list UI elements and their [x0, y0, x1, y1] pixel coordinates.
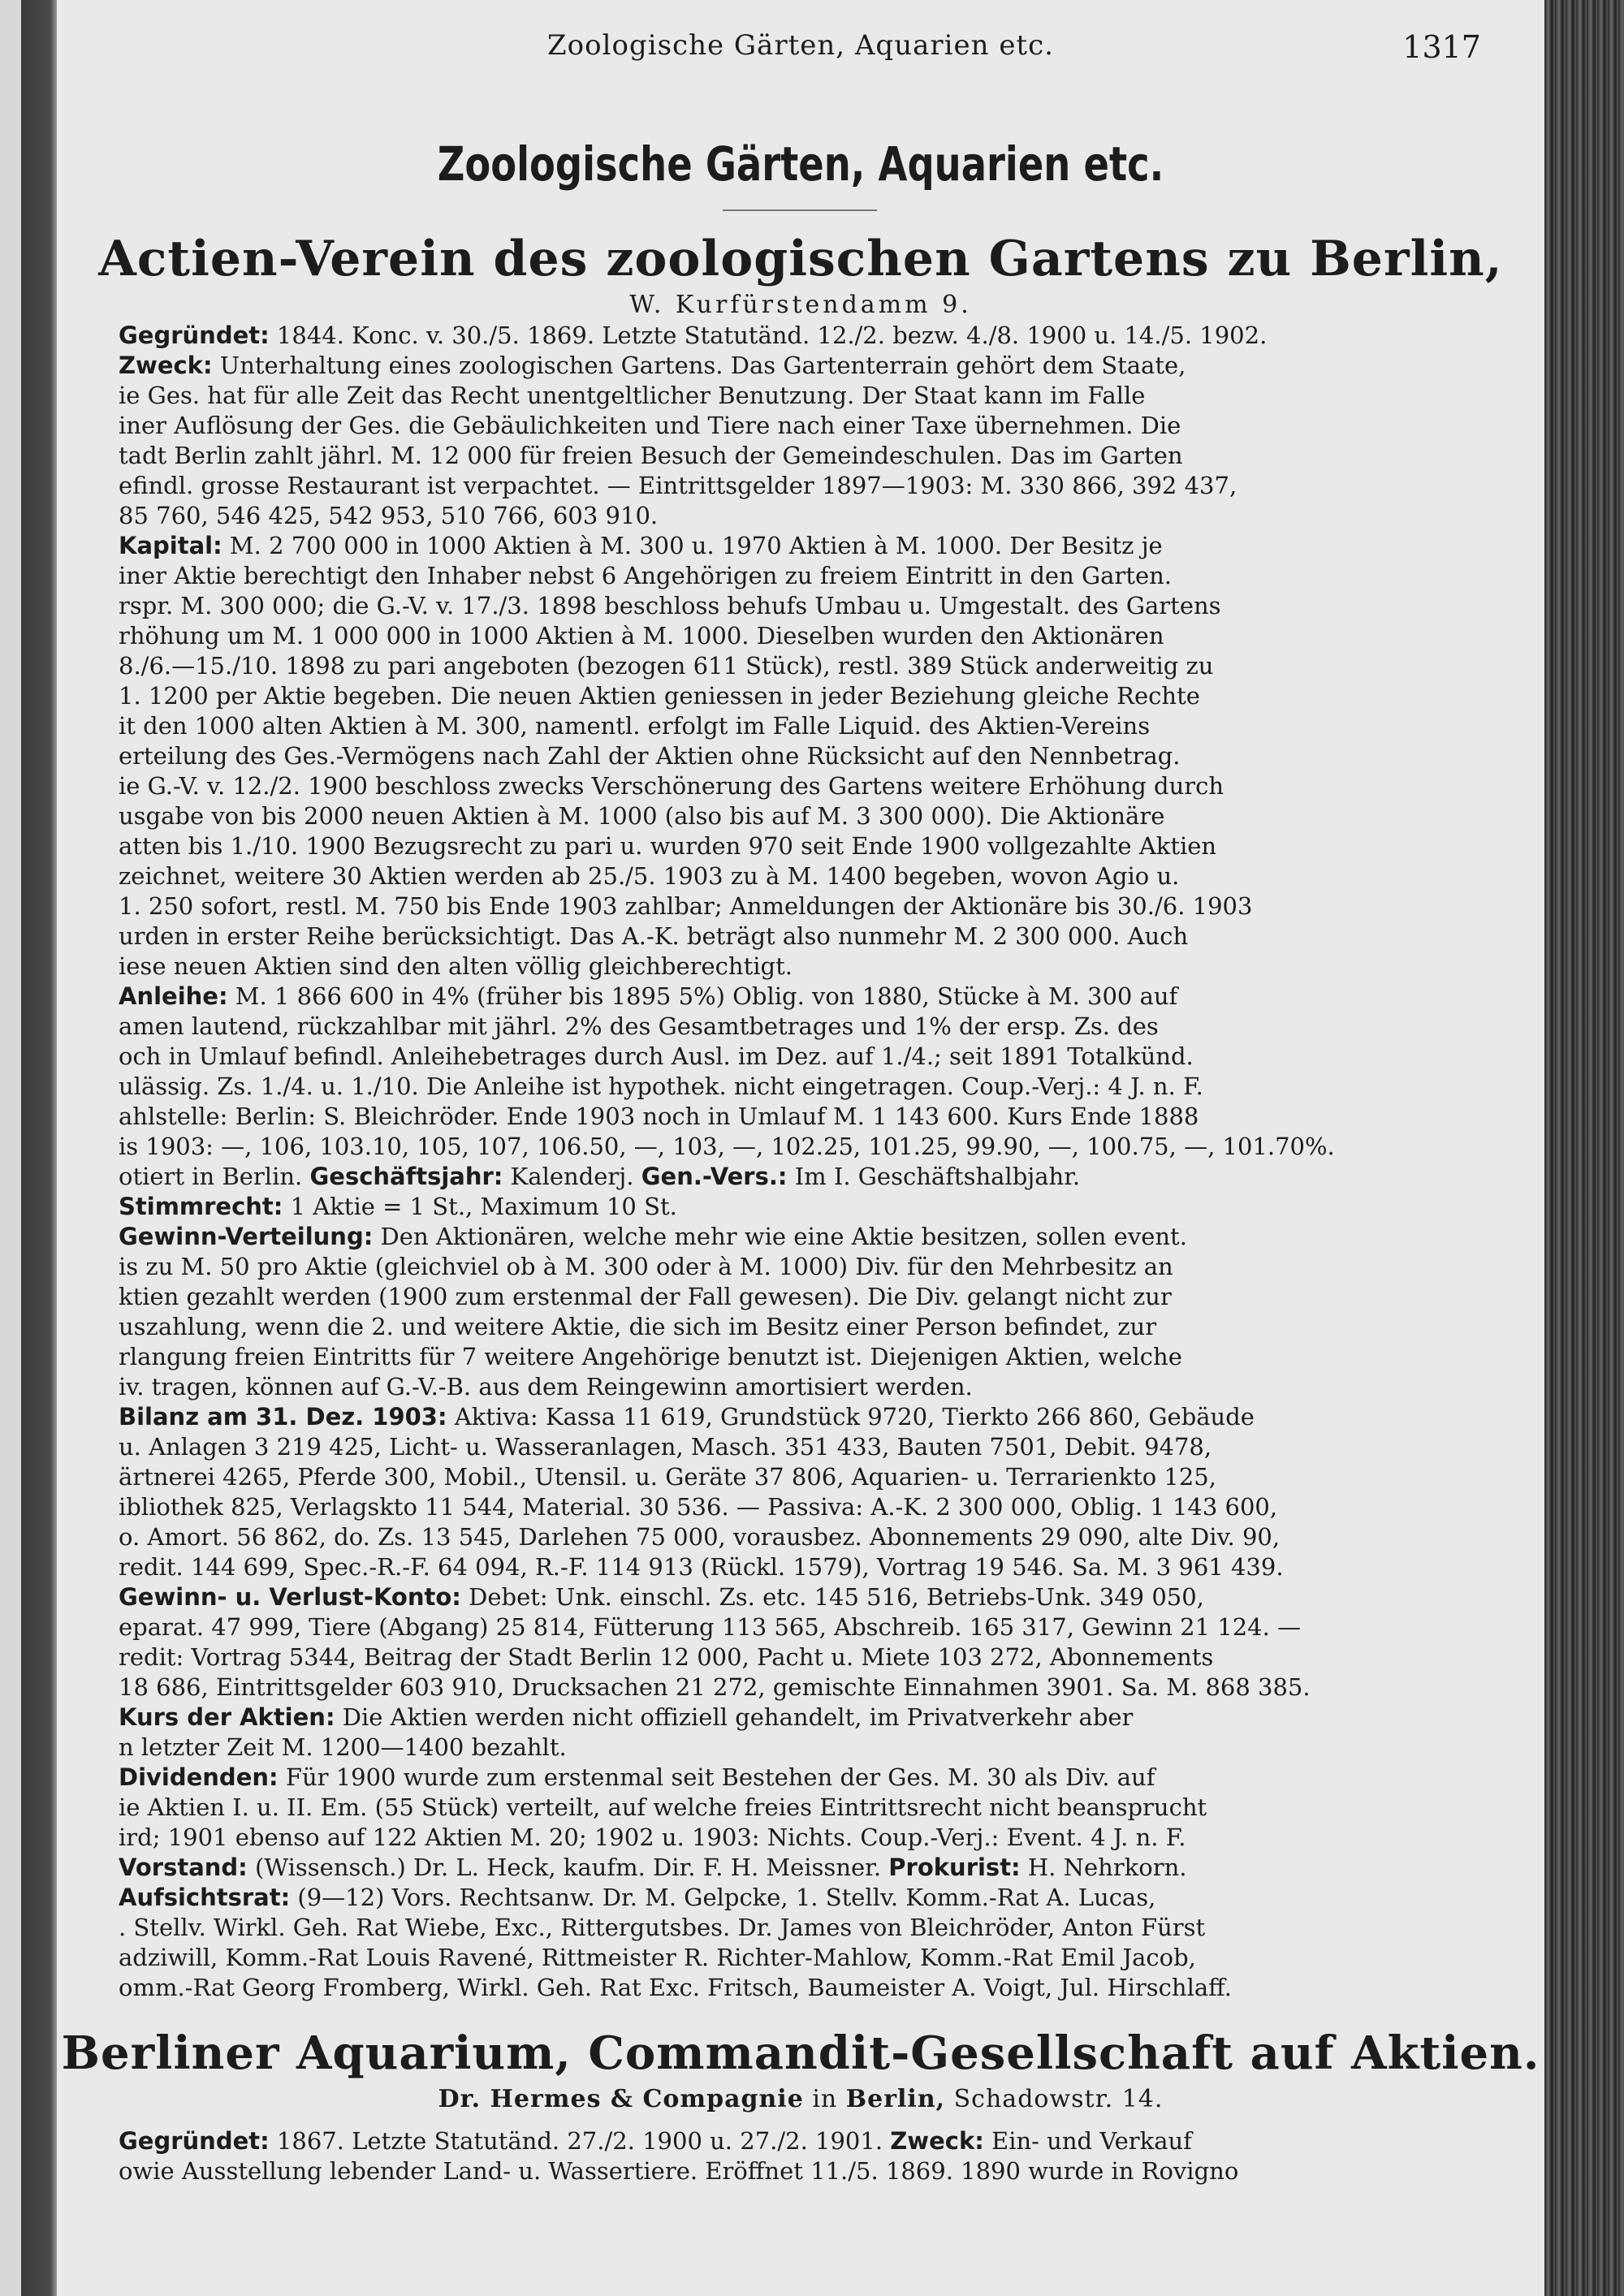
field-text: iv. tragen, können auf G.-V.-B. aus dem Reingewinn amortisiert werden. — [119, 1373, 973, 1400]
text-line — [119, 351, 1468, 381]
text-line — [119, 411, 1468, 441]
field-text: ärtnerei 4265, Pferde 300, Mobil., Utensil. u. Geräte 37 806, Aquarien- u. Terrarienkto 125, — [119, 1463, 1216, 1491]
field-label: Gewinn-Verteilung: — [119, 1223, 374, 1250]
text-line — [119, 801, 1468, 831]
field-label: Zweck: — [119, 352, 213, 379]
field-label: Bilanz am 31. Dez. 1903: — [119, 1403, 447, 1431]
field-text: ibliothek 825, Verlagskto 11 544, Material. 30 536. — Passiva: A.-K. 2 300 000, Oblig. 1 143 600, — [119, 1493, 1278, 1521]
text-line — [119, 1642, 1468, 1672]
field-text: 85 760, 546 425, 542 953, 510 766, 603 910. — [119, 502, 659, 529]
field-text: (9—12) Vors. Rechtsanw. Dr. M. Gelpcke, 1. Stellv. Komm.-Rat A. Lucas, — [290, 1884, 1156, 1911]
text-line — [119, 861, 1468, 891]
text-line — [119, 982, 1468, 1012]
field-text: M. 1 866 600 in 4% (früher bis 1895 5%) Oblig. von 1880, Stücke à M. 300 auf — [227, 982, 1178, 1010]
field-text: Die Aktien werden nicht offiziell gehandelt, im Privatverkehr aber — [335, 1703, 1134, 1731]
text-line — [119, 771, 1468, 801]
field-text: tadt Berlin zahlt jährl. M. 12 000 für freien Besuch der Gemeindeschulen. Das im Garten — [119, 442, 1183, 469]
field-label: Kurs der Aktien: — [119, 1703, 335, 1731]
field-label: Stimmrecht: — [119, 1193, 283, 1220]
text-line — [119, 321, 1468, 351]
text-line — [119, 471, 1468, 501]
field-text: Unterhaltung eines zoologischen Gartens. Das Gartenterrain gehört dem Staate, — [212, 352, 1186, 379]
field-text: otiert in Berlin. — [119, 1163, 310, 1190]
firm-name: Dr. Hermes & Compagnie — [438, 2085, 804, 2113]
text-line — [119, 1522, 1468, 1552]
field-text: redit: Vortrag 5344, Beitrag der Stadt Berlin 12 000, Pacht u. Miete 103 272, Abonnements — [119, 1643, 1214, 1671]
field-label: Prokurist: — [888, 1854, 1021, 1881]
text-line — [119, 1763, 1468, 1793]
field-text: urden in erster Reihe berücksichtigt. Das A.-K. beträgt also nunmehr M. 2 300 000. Auch — [119, 922, 1189, 950]
text-line — [119, 741, 1468, 771]
field-text: rspr. M. 300 000; die G.-V. v. 17./3. 1898 beschloss behufs Umbau u. Umgestalt. des Gartens — [119, 592, 1221, 619]
field-label: Kapital: — [119, 532, 222, 559]
text-line — [119, 1672, 1468, 1703]
field-text: eparat. 47 999, Tiere (Abgang) 25 814, Fütterung 113 565, Abschreib. 165 317, Gewinn 21 124. — — [119, 1613, 1302, 1641]
text-line — [119, 1402, 1468, 1432]
field-label: Anleihe: — [119, 982, 228, 1010]
company-heading-zoo: Actien-Verein des zoologischen Gartens zu Berlin, — [98, 231, 1503, 287]
field-text: is zu M. 50 pro Aktie (gleichviel ob à M. 300 oder à M. 1000) Div. für den Mehrbesitz an — [119, 1253, 1173, 1280]
text-line — [119, 2156, 1468, 2186]
field-text: 1. 1200 per Aktie begeben. Die neuen Aktien geniessen in jeder Beziehung gleiche Rechte — [119, 682, 1200, 710]
field-text: 1867. Letzte Statutänd. 27./2. 1900 u. 27./2. 1901. — [269, 2127, 891, 2155]
field-text: zeichnet, weitere 30 Aktien werden ab 25./5. 1903 zu à M. 1400 begeben, wovon Agio u. — [119, 862, 1180, 890]
field-text: ktien gezahlt werden (1900 zum erstenmal der Fall gewesen). Die Div. gelangt nicht zur — [119, 1283, 1172, 1310]
field-text: n letzter Zeit M. 1200—1400 bezahlt. — [119, 1733, 567, 1761]
text-line — [119, 1282, 1468, 1312]
field-label: Gewinn- u. Verlust-Konto: — [119, 1583, 461, 1611]
field-label: Gegründet: — [119, 322, 270, 349]
document-page — [57, 0, 1544, 2296]
field-text: Kalenderj. — [503, 1163, 641, 1190]
field-text: rlangung freien Eintritts für 7 weitere Angehörige benutzt ist. Diejenigen Aktien, welche — [119, 1343, 1182, 1370]
text-line — [119, 1943, 1468, 1973]
field-text: rhöhung um M. 1 000 000 in 1000 Aktien à M. 1000. Dieselben wurden den Aktionären — [119, 622, 1164, 650]
field-text: ulässig. Zs. 1./4. u. 1./10. Die Anleihe ist hypothek. nicht eingetragen. Coup.-Verj.: 4 J. n. F. — [119, 1072, 1203, 1100]
text-line — [119, 1462, 1468, 1492]
field-text: efindl. grosse Restaurant ist verpachtet. — Eintrittsgelder 1897—1903: M. 330 866, 392 437, — [119, 472, 1237, 499]
text-line — [119, 1252, 1468, 1282]
running-title: Zoologische Gärten, Aquarien etc. — [547, 29, 1054, 62]
field-text: ird; 1901 ebenso auf 122 Aktien M. 20; 1902 u. 1903: Nichts. Coup.-Verj.: Event. 4 J. n. F. — [119, 1823, 1186, 1851]
field-text: M. 2 700 000 in 1000 Aktien à M. 300 u. 1970 Aktien à M. 1000. Der Besitz je — [222, 532, 1163, 559]
text-line — [119, 711, 1468, 741]
text-line — [119, 561, 1468, 591]
text-line — [119, 591, 1468, 621]
text-line — [119, 1582, 1468, 1612]
text-line — [119, 381, 1468, 411]
firm-location-prefix: in — [803, 2085, 846, 2113]
field-text: 1844. Konc. v. 30./5. 1869. Letzte Statutänd. 12./2. bezw. 4./8. 1900 u. 14./5. 1902. — [269, 322, 1268, 349]
field-text: Aktiva: Kassa 11 619, Grundstück 9720, Tierkto 266 860, Gebäude — [447, 1403, 1255, 1431]
field-text: H. Nehrkorn. — [1020, 1854, 1187, 1881]
field-text: Ein- und Verkauf — [983, 2127, 1192, 2155]
field-text: Für 1900 wurde zum erstenmal seit Bestehen der Ges. M. 30 als Div. auf — [278, 1763, 1155, 1791]
field-text: 18 686, Eintrittsgelder 603 910, Drucksachen 21 272, gemischte Einnahmen 3901. Sa. M. 868 385. — [119, 1673, 1311, 1701]
field-text: iner Auflösung der Ges. die Gebäulichkeiten und Tiere nach einer Taxe übernehmen. Die — [119, 412, 1181, 439]
text-line — [119, 1012, 1468, 1042]
company-address-zoo: W. Kurfürstendamm 9. — [629, 291, 972, 319]
field-label: Geschäftsjahr: — [309, 1163, 503, 1190]
field-text: ahlstelle: Berlin: S. Bleichröder. Ende 1903 noch in Umlauf M. 1 143 600. Kurs Ende 1888 — [119, 1103, 1199, 1130]
text-line — [119, 1192, 1468, 1222]
field-label: Dividenden: — [119, 1763, 279, 1791]
field-text: o. Amort. 56 862, do. Zs. 13 545, Darlehen 75 000, vorausbez. Abonnements 29 090, alte Div. 90, — [119, 1523, 1281, 1551]
page-number: 1317 — [1402, 29, 1481, 65]
text-line — [119, 2126, 1468, 2156]
text-line — [119, 621, 1468, 651]
text-line — [119, 1973, 1468, 2003]
text-line — [119, 441, 1468, 471]
field-text: iese neuen Aktien sind den alten völlig gleichberechtigt. — [119, 952, 793, 980]
field-text: omm.-Rat Georg Fromberg, Wirkl. Geh. Rat Exc. Fritsch, Baumeister A. Voigt, Jul. Hirschlaff. — [119, 1974, 1232, 2001]
text-line — [119, 1042, 1468, 1072]
text-line — [119, 1913, 1468, 1943]
text-line — [119, 952, 1468, 982]
company-heading-aquarium: Berliner Aquarium, Commandit-Gesellschaft auf Aktien. — [61, 2026, 1540, 2080]
scan-right-edge — [1544, 0, 1624, 2296]
field-text: 1 Aktie = 1 St., Maximum 10 St. — [283, 1193, 677, 1220]
field-text: amen lautend, rückzahlbar mit jährl. 2% des Gesamtbetrages und 1% der ersp. Zs. des — [119, 1012, 1159, 1040]
company-address-aquarium — [57, 2085, 1544, 2113]
section-title: Zoologische Gärten, Aquarien etc. — [437, 136, 1164, 192]
text-line — [119, 681, 1468, 711]
text-line — [119, 1793, 1468, 1823]
text-line — [119, 1703, 1468, 1733]
field-label: Zweck: — [890, 2127, 984, 2155]
field-label: Gegründet: — [119, 2127, 270, 2155]
scan-left-edge — [0, 0, 57, 2296]
text-line — [119, 1823, 1468, 1853]
field-text: 8./6.—15./10. 1898 zu pari angeboten (bezogen 611 Stück), restl. 389 Stück anderweitig zu — [119, 652, 1214, 680]
field-text: erteilung des Ges.-Vermögens nach Zahl der Aktien ohne Rücksicht auf den Nennbetrag. — [119, 742, 1181, 770]
text-line — [119, 1342, 1468, 1372]
text-line — [119, 1312, 1468, 1342]
field-text: u. Anlagen 3 219 425, Licht- u. Wasseranlagen, Masch. 351 433, Bauten 7501, Debit. 9478, — [119, 1433, 1212, 1461]
text-line — [119, 1132, 1468, 1162]
field-text: 1. 250 sofort, restl. M. 750 bis Ende 1903 zahlbar; Anmeldungen der Aktionäre bis 30./6. 1903 — [119, 892, 1253, 920]
field-label: Aufsichtsrat: — [119, 1884, 291, 1911]
field-text: redit. 144 699, Spec.-R.-F. 64 094, R.-F. 114 913 (Rückl. 1579), Vortrag 19 546. Sa. M. 3 961 439. — [119, 1553, 1284, 1581]
text-line — [119, 1883, 1468, 1913]
text-line — [119, 1372, 1468, 1402]
running-head — [57, 29, 1544, 70]
field-text: ie Ges. hat für alle Zeit das Recht unentgeltlicher Benutzung. Der Staat kann im Falle — [119, 382, 1146, 409]
field-text: owie Ausstellung lebender Land- u. Wassertiere. Eröffnet 11./5. 1869. 1890 wurde in Rovigno — [119, 2157, 1239, 2185]
text-line — [119, 891, 1468, 921]
company-entry-zoo — [119, 321, 1468, 2003]
field-label: Gen.-Vers.: — [641, 1163, 788, 1190]
text-line — [119, 1432, 1468, 1462]
text-line — [119, 921, 1468, 952]
text-line — [119, 1492, 1468, 1522]
field-text: is 1903: —, 106, 103.10, 105, 107, 106.50, —, 103, —, 102.25, 101.25, 99.90, —, 100.75, —, 101.70%. — [119, 1133, 1335, 1160]
field-text: ie G.-V. v. 12./2. 1900 beschloss zwecks Verschönerung des Gartens weitere Erhöhung durch — [119, 772, 1224, 800]
text-line — [119, 1733, 1468, 1763]
field-text: atten bis 1./10. 1900 Bezugsrecht zu pari u. wurden 970 seit Ende 1900 vollgezahlte Aktien — [119, 832, 1217, 860]
text-line — [119, 1072, 1468, 1102]
field-text: uszahlung, wenn die 2. und weitere Aktie, die sich im Besitz einer Person befindet, zur — [119, 1313, 1157, 1340]
title-divider — [723, 209, 877, 211]
field-text: usgabe von bis 2000 neuen Aktien à M. 1000 (also bis auf M. 3 300 000). Die Aktionäre — [119, 802, 1165, 830]
firm-street: Schadowstr. 14. — [945, 2085, 1164, 2113]
field-text: adziwill, Komm.-Rat Louis Ravené, Rittmeister R. Richter-Mahlow, Komm.-Rat Emil Jacob, — [119, 1944, 1196, 1971]
field-text: ie Aktien I. u. II. Em. (55 Stück) verteilt, auf welche freies Eintrittsrecht nicht beansprucht — [119, 1793, 1207, 1821]
field-text: . Stellv. Wirkl. Geh. Rat Wiebe, Exc., Rittergutsbes. Dr. James von Bleichröder, Anton Fürst — [119, 1914, 1206, 1941]
field-text: (Wissensch.) Dr. L. Heck, kaufm. Dir. F. H. Meissner. — [247, 1854, 889, 1881]
field-text: iner Aktie berechtigt den Inhaber nebst 6 Angehörigen zu freiem Eintritt in den Garten. — [119, 562, 1172, 589]
text-line — [119, 531, 1468, 561]
text-line — [119, 1853, 1468, 1883]
field-label: Vorstand: — [119, 1854, 248, 1881]
text-line — [119, 1612, 1468, 1642]
text-line — [119, 651, 1468, 681]
field-text: Im I. Geschäftshalbjahr. — [787, 1163, 1081, 1190]
field-text: Den Aktionären, welche mehr wie eine Aktie besitzen, sollen event. — [373, 1223, 1187, 1250]
text-line — [119, 501, 1468, 531]
text-line — [119, 1102, 1468, 1132]
field-text: Debet: Unk. einschl. Zs. etc. 145 516, Betriebs-Unk. 349 050, — [460, 1583, 1204, 1611]
text-line — [119, 831, 1468, 861]
text-line — [119, 1162, 1468, 1192]
company-entry-aquarium — [119, 2126, 1468, 2186]
text-line — [119, 1552, 1468, 1582]
field-text: it den 1000 alten Aktien à M. 300, namentl. erfolgt im Falle Liquid. des Aktien-Vereins — [119, 712, 1151, 740]
field-text: och in Umlauf befindl. Anleihebetrages durch Ausl. im Dez. auf 1./4.; seit 1891 Totalkünd. — [119, 1042, 1194, 1070]
text-line — [119, 1222, 1468, 1252]
firm-city: Berlin, — [845, 2085, 946, 2113]
